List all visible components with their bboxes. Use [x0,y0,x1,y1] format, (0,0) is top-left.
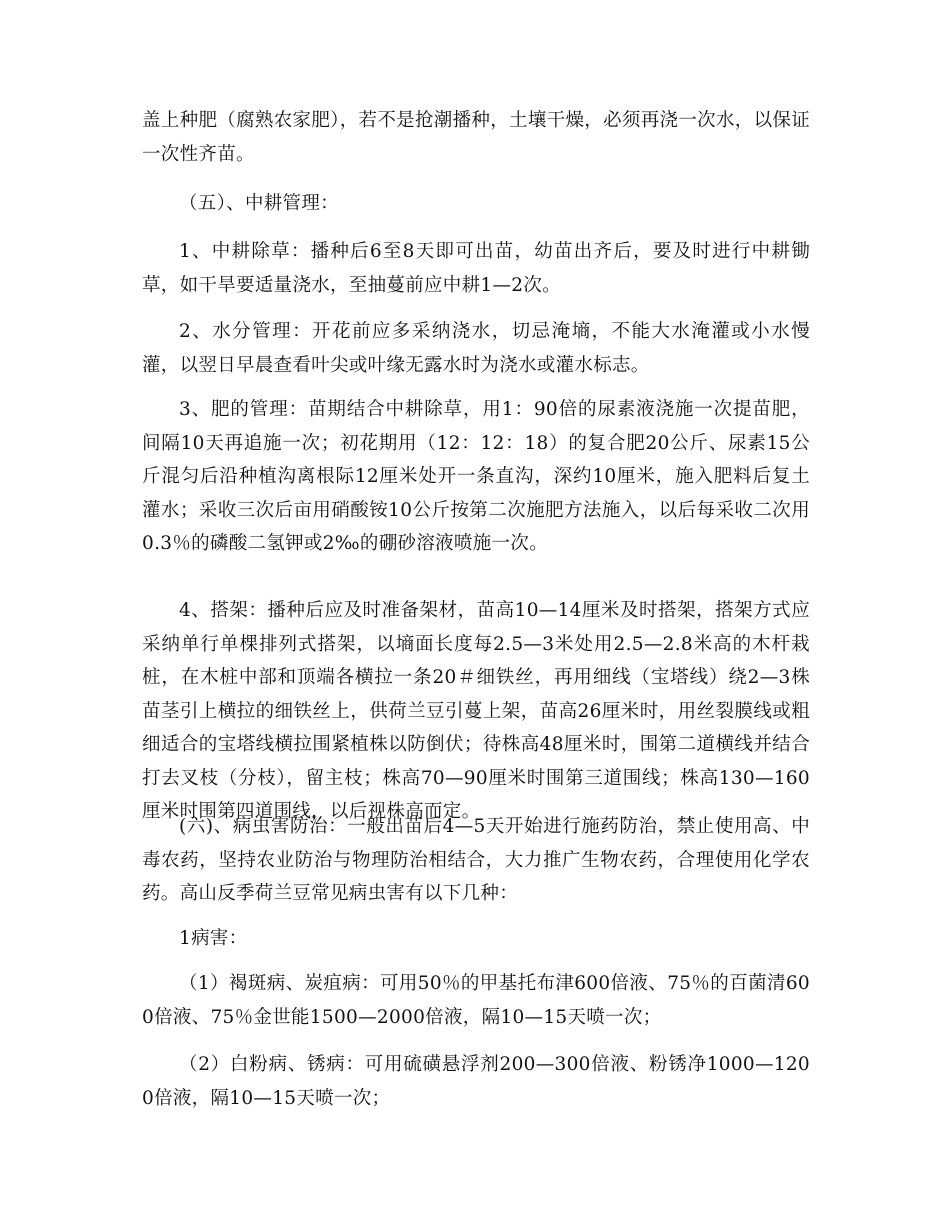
heading-diseases: 1病害： [179,928,248,949]
paragraph-fertilizer-management: 3、肥的管理：苗期结合中耕除草，用1：90倍的尿素液浇施一次提苗肥，间隔10天再追施一次；初花期用（12：12：18）的复合肥20公斤、尿素15公斤混匀后沿种植沟离根际12厘米处开一条直沟，深约10厘米，施入肥料后复土灌水；采收三次后亩用硝酸铵10公斤按第二次施肥方法施入，以后每采收二次用0.3％的磷酸二氢钾或2‰的硼砂溶液喷施一次。 [142,399,810,554]
paragraph-trellis: 4、搭架：播种后应及时准备架材，苗高10—14厘米及时搭架，搭架方式应采纳单行单棵排列式搭架，以墒面长度每2.5—3米处用2.5—2.8米高的木杆栽桩，在木桩中部和顶端各横拉一条20＃细铁丝，再用细线（宝塔线）绕2—3株苗茎引上横拉的细铁丝上，供荷兰豆引蔓上架，苗高26厘米时，用丝裂膜线或粗细适合的宝塔线横拉围紧植株以防倒伏；待株高48厘米时，围第二道横线并结合打去叉枝（分枝），留主枝；株高70—90厘米时围第三道围线；株高130—160厘米时围第四道围线，以后视株高而定。 [142,600,810,822]
paragraph-pest-control: (六)、病虫害防治：一般出苗后4—5天开始进行施药防治，禁止使用高、中毒农药，坚持农业防治与物理防治相结合，大力推广生物农药，合理使用化学农药。高山反季荷兰豆常见病虫害有以下几种： [142,816,810,904]
paragraph-brown-spot: （1）褐斑病、炭疽病：可用50％的甲基托布津600倍液、75％的百菌清600倍液、75％金世能1500—2000倍液，隔10—15天喷一次； [142,973,810,1028]
paragraph-water-management: 2、水分管理：开花前应多采纳浇水，切忌淹墒，不能大水淹灌或小水慢灌，以翌日早晨查看叶尖或叶缘无露水时为浇水或灌水标志。 [142,321,810,376]
paragraph-seed-fertilizer: 盖上种肥（腐熟农家肥），若不是抢潮播种，土壤干燥，必须再浇一次水，以保证一次性齐苗。 [142,110,810,165]
heading-intertillage: （五）、中耕管理： [179,193,339,214]
paragraph-weeding: 1、中耕除草：播种后6至8天即可出苗，幼苗出齐后，要及时进行中耕锄草，如干旱要适量浇水，至抽蔓前应中耕1—2次。 [142,241,810,296]
paragraph-powdery-mildew: （2）白粉病、锈病：可用硫磺悬浮剂200—300倍液、粉锈净1000—1200倍液，隔10—15天喷一次； [142,1054,810,1109]
